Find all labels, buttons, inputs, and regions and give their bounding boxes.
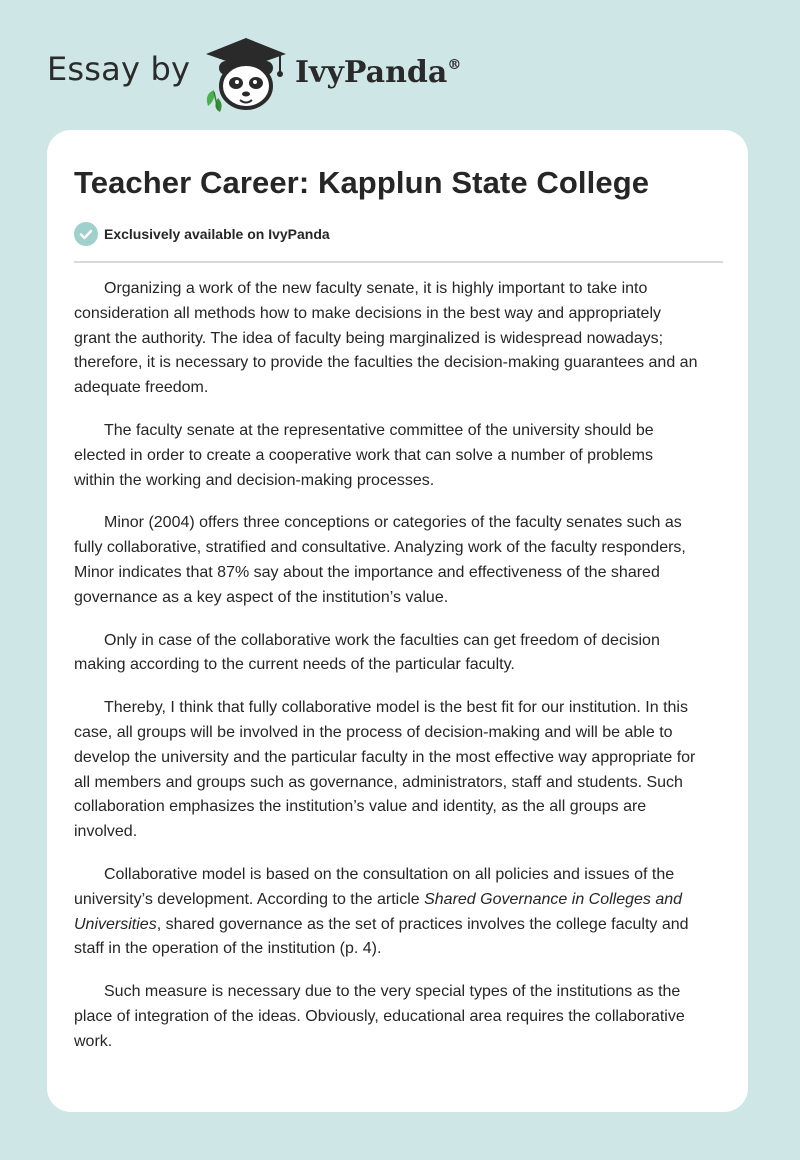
divider — [74, 261, 723, 263]
site-header — [47, 30, 547, 114]
paragraph — [74, 863, 726, 962]
paragraph: Such measure is necessary due to the very special types of the institutions as the place of integration of the ideas. Obviously, educational area requires the collaborative work. — [74, 983, 685, 1050]
paragraph: The faculty senate at the representative committee of the university should be elected in order to create a cooperative work that can solve a number of problems within the working and decision-making processes. — [74, 421, 654, 489]
exclusive-badge — [74, 222, 330, 246]
brand-prefix: Essay by — [47, 50, 191, 88]
paragraph: Thereby, I think that fully collaborative model is the best fit for our institution. In this case, all groups will be involved in the process of decision-making and will be able to develop the university and the particular faculty in the most effective way appropriate for all members and groups such as governance, administrators, staff and students. Such collaboration emphasizes the institution’s value and identity, as the all groups are involved. — [74, 699, 696, 841]
registered-mark: ® — [447, 57, 462, 73]
brand-name[interactable]: IvyPanda® — [295, 55, 462, 90]
essay-card — [47, 130, 748, 1112]
cited-article-title: Shared Governance in Colleges and Universities — [74, 890, 683, 933]
page-title: Teacher Career: Kapplun State College — [74, 165, 650, 200]
paragraph: Organizing a work of the new faculty senate, it is highly important to take into consideration all methods how to make decisions in the best way and appropriately grant the authority. The idea of faculty being marginalized is widespread nowadays; therefore, it is necessary to provide the faculties the decision-making guarantees and an adequate freedom. — [74, 280, 698, 397]
paragraph-text: , shared governance as the set of practices involves the college faculty and staff in the operation of the institution (p. 4). — [74, 915, 689, 958]
essay-body — [74, 277, 726, 1073]
paragraph-text: Collaborative model is based on the consultation on all policies and issues of the university’s development. According to the article — [74, 865, 675, 908]
paragraph: Minor (2004) offers three conceptions or categories of the faculty senates such as fully collaborative, stratified and consultative. Analyzing work of the faculty responders, Minor indicates that 87% say about the importance and effectiveness of the shared governance as a key aspect of the institution’s value. — [74, 514, 686, 606]
paragraph: Only in case of the collaborative work the faculties can get freedom of decision making according to the current needs of the particular faculty. — [74, 631, 660, 674]
check-circle-icon — [74, 222, 98, 246]
panda-graduation-cap-icon[interactable] — [200, 34, 292, 112]
exclusive-badge-label: Exclusively available on IvyPanda — [104, 226, 330, 242]
